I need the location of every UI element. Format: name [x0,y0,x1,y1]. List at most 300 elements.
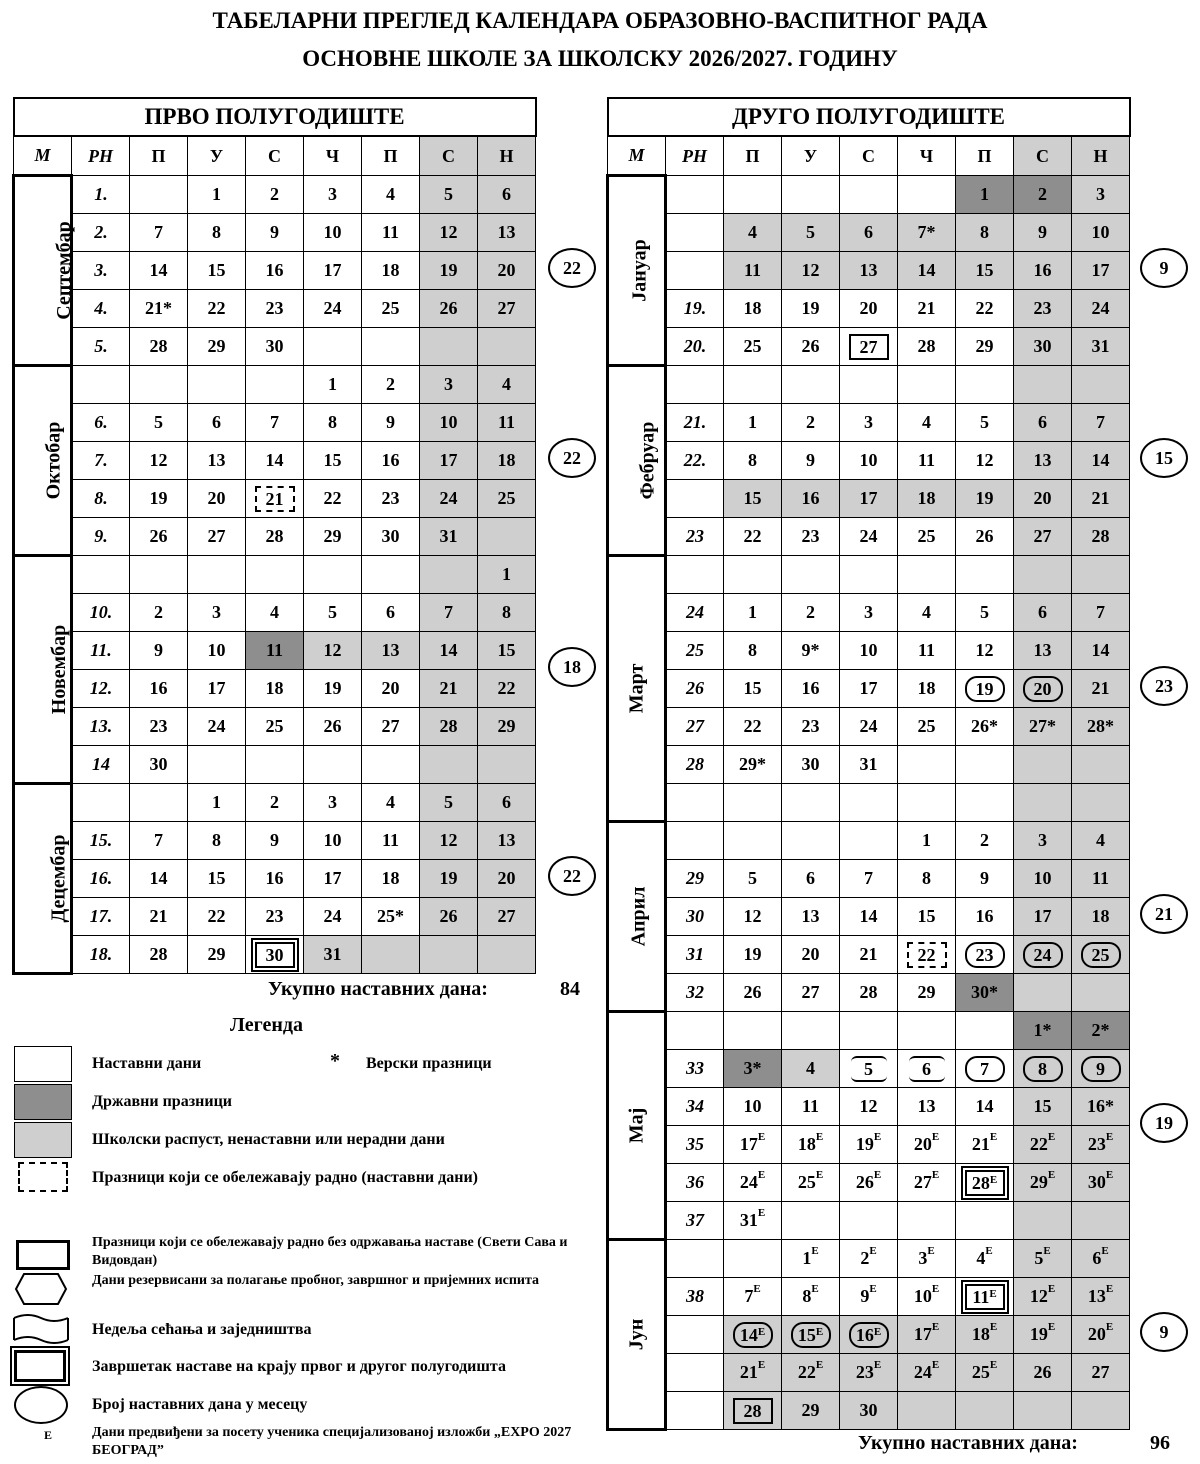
day-cell: 21* [130,290,188,328]
day-cell: 8 [724,632,782,670]
week-row [14,632,536,670]
day-cell: 21 [130,898,188,936]
day-cell: 9 [1014,214,1072,252]
day-cell [782,822,840,860]
day-cell: 11 [898,632,956,670]
legend-swatch-teaching [14,1046,72,1082]
day-cell: 27 [1072,1354,1130,1392]
week-number [666,1240,724,1278]
week-row [608,1316,1130,1354]
day-cell: 17 [1014,898,1072,936]
day-cell: 2 [362,366,420,404]
day-cell: 7 [246,404,304,442]
day-cell [898,176,956,214]
day-cell [304,746,362,784]
legend-text-end-of-semester: Завршетак наставе на крају првог и другог полугодишта [92,1358,506,1375]
day-cell: 29 [478,708,536,746]
day-cell: 23 [130,708,188,746]
day-cell [898,1012,956,1050]
day-cell: 4 [246,594,304,632]
day-cell: 7 [130,822,188,860]
day-cell: 4 [898,594,956,632]
day-cell: 6 [1014,594,1072,632]
week-number: 14 [72,746,130,784]
day-cell [956,366,1014,404]
day-cell [782,1012,840,1050]
day-cell: $24^E$ [724,1164,782,1202]
day-cell: 9 [246,822,304,860]
day-cell: 27 [188,518,246,556]
day-cell: 18 [898,670,956,708]
day-cell: 26 [1014,1354,1072,1392]
day-cell: 15 [188,252,246,290]
day-cell: 3 [1014,822,1072,860]
week-row [14,214,536,252]
day-cell [840,366,898,404]
day-cell: 2 [956,822,1014,860]
day-cell: 25* [362,898,420,936]
week-number: 33 [666,1050,724,1088]
week-row [608,708,1130,746]
day-cell [956,784,1014,822]
day-cell: 13 [840,252,898,290]
day-cell [1072,1202,1130,1240]
day-cell: 12 [956,632,1014,670]
day-cell: 13 [478,822,536,860]
day-cell: 16 [1014,252,1072,290]
day-cell: 27 [782,974,840,1012]
day-cell: 18 [362,252,420,290]
week-row [608,936,1130,974]
column-header: РН [666,136,724,176]
day-cell: 15 [898,898,956,936]
day-cell: 23 [1014,290,1072,328]
day-cell [362,746,420,784]
month-label [14,366,72,556]
day-cell: 27 [362,708,420,746]
day-cell: 11 [898,442,956,480]
day-cell: 17 [188,670,246,708]
day-cell [956,1164,1014,1202]
week-row [14,936,536,974]
month-name: Април [627,886,650,947]
month-day-count: 9 [1140,1312,1188,1352]
day-cell: 11 [724,252,782,290]
day-cell [724,1240,782,1278]
day-cell: $21^E$ [724,1354,782,1392]
day-cell: 2 [130,594,188,632]
day-cell: $5^E$ [1014,1240,1072,1278]
day-cell: 17 [420,442,478,480]
month-day-count: 15 [1140,438,1188,478]
day-cell: 25 [246,708,304,746]
week-row [608,1354,1130,1392]
column-header: М [14,136,72,176]
legend-text-school-break: Школски распуст, ненаставни или нерадни дани [92,1131,445,1148]
day-cell [956,1050,1014,1088]
day-cell: $22^E$ [782,1354,840,1392]
day-cell: 5 [782,214,840,252]
day-cell: 1 [188,784,246,822]
day-cell [130,366,188,404]
day-marker: $14^E$ [733,1322,773,1348]
legend-dashed-box [18,1162,68,1192]
column-header: Н [478,136,536,176]
day-cell: 17 [840,670,898,708]
day-cell [840,1050,898,1088]
week-number: 29 [666,860,724,898]
week-number [666,1392,724,1430]
title-line-1: ТАБЕЛАРНИ ПРЕГЛЕД КАЛЕНДАРА ОБРАЗОВНО-ВАСПИТНОГ РАДА [212,8,988,33]
day-cell [840,1012,898,1050]
month-day-count: 21 [1140,894,1188,934]
first-semester-total-label: Укупно наставних дана: [268,978,488,1000]
day-cell: 24 [1072,290,1130,328]
week-number [666,480,724,518]
week-row [608,290,1130,328]
day-cell [724,784,782,822]
day-cell: 27 [1014,518,1072,556]
week-row [14,898,536,936]
week-row [608,1202,1130,1240]
day-cell [724,822,782,860]
month-name: Јун [625,1318,647,1351]
day-cell: $29^E$ [1014,1164,1072,1202]
day-cell: 12 [782,252,840,290]
week-number [666,366,724,404]
day-cell: $21^E$ [956,1126,1014,1164]
day-cell [420,328,478,366]
week-row [14,594,536,632]
day-cell: 13 [1014,442,1072,480]
week-row [14,252,536,290]
week-number: 30 [666,898,724,936]
week-number: 8. [72,480,130,518]
legend-text-working-holiday: Празници који се обележавају радно (наставни дани) [92,1169,478,1186]
day-cell: 25 [724,328,782,366]
week-number [666,1316,724,1354]
week-number: 11. [72,632,130,670]
month-label [608,822,666,1012]
day-cell: 28 [246,518,304,556]
day-cell: 27* [1014,708,1072,746]
day-cell [1072,746,1130,784]
week-row [608,556,1130,594]
month-name: Фебруар [636,421,659,500]
day-cell: 4 [724,214,782,252]
day-cell: 1 [898,822,956,860]
day-cell: 18 [898,480,956,518]
day-cell [898,1392,956,1430]
day-cell: 4 [898,404,956,442]
day-cell: 25 [478,480,536,518]
day-cell: 4 [362,784,420,822]
week-number: 12. [72,670,130,708]
day-marker: 22 [907,942,947,968]
day-cell: 3 [1072,176,1130,214]
column-header: РН [72,136,130,176]
month-name: Март [625,663,647,714]
day-cell [1014,556,1072,594]
week-row [14,784,536,822]
day-cell: 1 [304,366,362,404]
day-cell: 30 [246,328,304,366]
day-cell [840,784,898,822]
day-cell [724,176,782,214]
day-marker: 6 [909,1056,945,1082]
day-cell: 9 [130,632,188,670]
day-cell: 13 [362,632,420,670]
day-cell: $20^E$ [898,1126,956,1164]
day-cell [130,784,188,822]
day-cell: 8 [956,214,1014,252]
week-row [608,1278,1130,1316]
legend-wave-icon [12,1312,70,1346]
week-number: 23 [666,518,724,556]
day-cell [840,328,898,366]
day-cell [1014,784,1072,822]
day-cell [782,1316,840,1354]
week-row [608,328,1130,366]
week-number: 37 [666,1202,724,1240]
day-cell [478,936,536,974]
day-cell: 4 [1072,822,1130,860]
day-cell [1014,670,1072,708]
week-number [72,556,130,594]
day-cell: 29 [956,328,1014,366]
day-cell: 1 [724,594,782,632]
day-cell: 5 [956,404,1014,442]
day-cell: 14 [420,632,478,670]
day-cell: 26 [420,898,478,936]
day-cell [188,366,246,404]
day-cell: 29 [898,974,956,1012]
day-cell [362,556,420,594]
day-cell [246,746,304,784]
day-cell: 22 [188,898,246,936]
day-cell: 19 [782,290,840,328]
day-cell: 31 [1072,328,1130,366]
day-cell: $19^E$ [840,1126,898,1164]
week-number: 19. [666,290,724,328]
week-number: 15. [72,822,130,860]
day-cell: 12 [840,1088,898,1126]
day-marker: 5 [851,1056,887,1082]
day-cell: 7 [1072,594,1130,632]
day-cell: 27 [478,898,536,936]
day-cell [724,366,782,404]
day-cell: 18 [246,670,304,708]
day-marker: 19 [965,676,1005,702]
week-row [14,442,536,480]
week-number [666,1354,724,1392]
day-cell: $13^E$ [1072,1278,1130,1316]
day-cell [898,556,956,594]
day-cell: 2 [246,784,304,822]
column-header: С [840,136,898,176]
week-number [72,784,130,822]
week-number: 20. [666,328,724,366]
legend-religious-mark: * [330,1050,340,1072]
day-cell: 16 [782,480,840,518]
day-cell: 18 [478,442,536,480]
day-cell [840,1202,898,1240]
day-cell [898,936,956,974]
day-cell: 19 [420,252,478,290]
week-row [14,708,536,746]
month-label [608,1240,666,1430]
day-cell: 12 [724,898,782,936]
week-row [608,898,1130,936]
week-row [14,860,536,898]
column-header: Ч [898,136,956,176]
day-cell: 15 [1014,1088,1072,1126]
week-number: 18. [72,936,130,974]
month-name: Мај [624,1107,647,1144]
month-day-count: 18 [548,647,596,687]
day-marker: 7 [965,1056,1005,1082]
day-cell: 16 [246,860,304,898]
day-cell: 20 [188,480,246,518]
week-number: 31 [666,936,724,974]
week-row [14,328,536,366]
day-cell: 10 [420,404,478,442]
day-cell [956,1278,1014,1316]
column-header: Н [1072,136,1130,176]
day-cell: 16 [362,442,420,480]
day-marker: 25 [1081,942,1121,968]
day-cell [782,1202,840,1240]
week-number: 6. [72,404,130,442]
day-cell: 6 [1014,404,1072,442]
day-cell: 13 [478,214,536,252]
day-cell [840,1316,898,1354]
legend-expo-mark: E [44,1428,53,1442]
day-cell: 20 [478,860,536,898]
day-cell: 20 [478,252,536,290]
day-cell: 14 [840,898,898,936]
semester-title: ПРВО ПОЛУГОДИШТЕ [14,98,536,136]
day-cell: 3 [188,594,246,632]
week-number: 1. [72,176,130,214]
day-cell [724,1012,782,1050]
day-cell: $17^E$ [724,1126,782,1164]
day-cell: 25 [898,518,956,556]
day-cell: 2* [1072,1012,1130,1050]
month-name: Новембар [48,624,71,715]
day-cell [956,936,1014,974]
week-number: 2. [72,214,130,252]
day-cell: 7 [420,594,478,632]
week-row [608,1088,1130,1126]
day-marker: $28^E$ [965,1170,1005,1196]
week-number: 16. [72,860,130,898]
day-cell: 8 [188,822,246,860]
day-cell [420,936,478,974]
day-cell [956,1012,1014,1050]
week-row [608,746,1130,784]
day-cell: 7 [130,214,188,252]
week-row [608,442,1130,480]
day-cell: $25^E$ [956,1354,1014,1392]
month-label [14,784,72,974]
week-row [14,290,536,328]
day-cell: 26 [956,518,1014,556]
day-cell [782,176,840,214]
day-cell: 5 [956,594,1014,632]
week-number: 34 [666,1088,724,1126]
day-cell: 12 [130,442,188,480]
day-cell [840,176,898,214]
day-cell: $30^E$ [1072,1164,1130,1202]
month-name: Децембар [47,834,70,923]
legend-swatch-school-break [14,1122,72,1158]
day-cell: 8 [478,594,536,632]
legend-bold-box [16,1240,70,1270]
day-cell: 17 [1072,252,1130,290]
day-cell: 19 [724,936,782,974]
day-cell [1072,1050,1130,1088]
week-row [608,176,1130,214]
day-cell [898,366,956,404]
day-cell: 21 [420,670,478,708]
day-cell [362,328,420,366]
day-cell: 10 [304,214,362,252]
day-cell: 2 [782,404,840,442]
week-number: 7. [72,442,130,480]
day-cell [1014,746,1072,784]
day-cell: 9 [246,214,304,252]
day-marker: 28 [733,1398,773,1424]
day-cell: 13 [1014,632,1072,670]
legend-text-remembrance-week: Недеља сећања и заједништва [92,1321,312,1338]
day-marker: 30 [255,942,295,968]
day-marker: 24 [1023,942,1063,968]
day-cell [1072,784,1130,822]
day-cell [362,936,420,974]
day-cell: 29 [304,518,362,556]
day-cell: 17 [304,860,362,898]
day-cell: 6 [362,594,420,632]
legend-title: Легенда [230,1014,303,1036]
day-cell: 24 [304,290,362,328]
day-cell: 21 [1072,480,1130,518]
day-cell: 24 [188,708,246,746]
week-row [608,670,1130,708]
day-cell: 19 [304,670,362,708]
day-cell: 20 [362,670,420,708]
week-number [666,214,724,252]
day-cell: 22 [478,670,536,708]
day-cell: 11 [782,1088,840,1126]
day-cell: 26 [304,708,362,746]
week-number: 17. [72,898,130,936]
day-cell: 26 [130,518,188,556]
week-row [608,860,1130,898]
legend-swatch-state-holiday [14,1084,72,1120]
month-day-count: 22 [548,438,596,478]
day-cell [782,784,840,822]
month-name: Октобар [42,421,65,500]
column-header: П [724,136,782,176]
week-row [608,1126,1130,1164]
week-row [608,214,1130,252]
day-cell: 12 [304,632,362,670]
day-cell: $12^E$ [1014,1278,1072,1316]
week-row [608,974,1130,1012]
day-cell: 17 [304,252,362,290]
day-cell [898,784,956,822]
